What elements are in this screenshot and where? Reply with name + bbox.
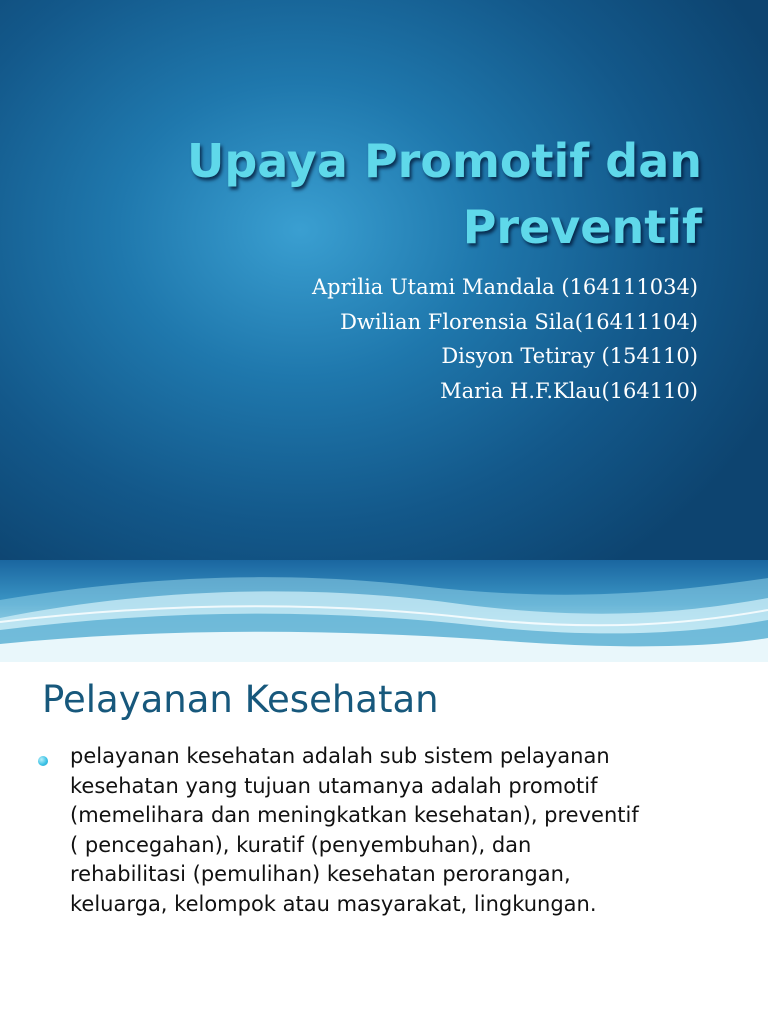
content-slide — [0, 662, 768, 1024]
author-item: Maria H.F.Klau(164110) — [440, 378, 698, 403]
title-line-1: Upaya Promotif dan — [187, 134, 702, 188]
title-line-2: Preventif — [462, 200, 702, 254]
author-item: Aprilia Utami Mandala (164111034) — [311, 275, 698, 299]
bullet-item — [36, 742, 736, 919]
slide-title — [62, 128, 702, 260]
author-list — [178, 270, 698, 408]
wave-decoration — [0, 560, 768, 662]
bullet-text: pelayanan kesehatan adalah sub sistem pelayanan kesehatan yang tujuan utamanya adalah promotif (memelihara dan meningkatkan kesehatan), preventif ( pencegahan), kuratif (penyembuhan), dan rehabilitasi (pemulihan) kesehatan perorangan, keluarga, kelompok atau masyarakat, lingkungan. — [70, 744, 639, 916]
bullet-icon — [38, 756, 48, 766]
bullet-list — [36, 742, 736, 919]
author-item: Disyon Tetiray (154110) — [441, 344, 698, 368]
author-item: Dwilian Florensia Sila(16411104) — [340, 309, 698, 334]
slide-heading: Pelayanan Kesehatan — [42, 678, 439, 721]
